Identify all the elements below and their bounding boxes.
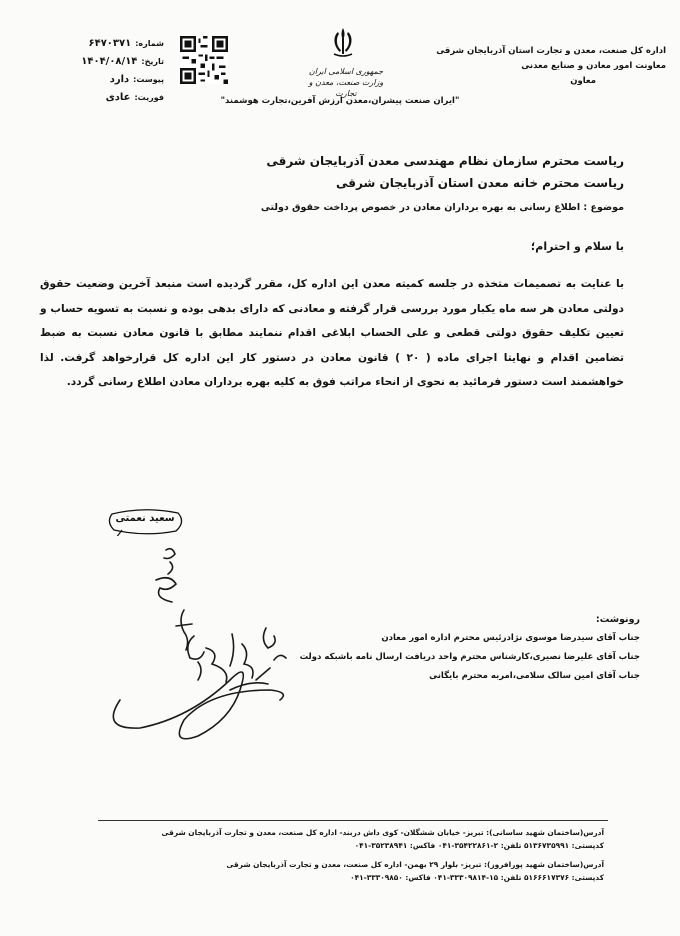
organization-header bbox=[426, 44, 666, 89]
number-row: شماره: ۶۴۷۰۳۷۱ bbox=[88, 38, 164, 49]
cc-heading: رونوشت: bbox=[595, 614, 640, 625]
letter-metadata bbox=[44, 38, 164, 110]
qr-code-icon bbox=[180, 36, 228, 84]
letter-number: ۶۴۷۰۳۷۱ bbox=[88, 38, 132, 49]
footer bbox=[124, 826, 604, 884]
date-row: تاریخ: ۱۴۰۴/۰۸/۱۴ bbox=[81, 56, 164, 67]
org-line-1: اداره کل صنعت، معدن و تجارت استان آذربایجان شرقی bbox=[436, 46, 666, 56]
recipient-1: ریاست محترم سازمان نظام مهندسی معدن آذربایجان شرقی bbox=[266, 154, 624, 168]
attachment-row: پیوست: دارد bbox=[109, 74, 164, 85]
recipients bbox=[266, 150, 624, 194]
recipient-2: ریاست محترم خانه معدن استان آذربایجان شرقی bbox=[336, 176, 624, 190]
footer-divider bbox=[98, 820, 608, 821]
iran-emblem-icon bbox=[326, 26, 360, 58]
letter-date: ۱۴۰۴/۰۸/۱۴ bbox=[81, 56, 138, 67]
org-line-3: معاون bbox=[570, 76, 596, 86]
footer-contact-1: کدپستی: ۵۱۳۶۷۳۵۹۹۱ تلفن: ۲-۳۵۴۲۲۸۶۱-۰۴۱ فاکس: ۳۵۲۳۸۹۴۱-۰۴۱ bbox=[354, 841, 604, 850]
footer-address-1: آدرس(ساختمان شهید ساسانی): تبریز- خیابان ششگلان- کوی داش دربند- اداره کل صنعت، معدن و تجارت آذربایجان شرقی bbox=[161, 828, 604, 837]
subject-line: موضوع : اطلاع رسانی به بهره برداران معادن در خصوص پرداخت حقوق دولتی bbox=[260, 202, 624, 213]
slogan: "ایران صنعت پیشران،معدن ارزش آفرین،تجارت هوشمند" bbox=[220, 96, 460, 106]
cc-line-2: جناب آقای علیرضا نصیری،کارشناس محترم واحد دریافت ارسال نامه باشبکه دولت bbox=[299, 652, 640, 662]
cc-line-3: جناب آقای امین سالک سلامی،امربه محترم بایگانی bbox=[429, 671, 640, 681]
footer-address-2: آدرس(ساختمان شهید پورافروز): تبریز- بلوار ۲۹ بهمن- اداره کل صنعت، معدن و تجارت آذربایجان شرقی bbox=[226, 860, 604, 869]
ministry-signature-logo: جمهوری اسلامی ایران وزارت صنعت، معدن و تجارت bbox=[308, 67, 384, 98]
priority-value: عادی bbox=[105, 92, 131, 103]
footer-contact-2: کدپستی: ۵۱۶۶۶۱۷۳۷۶ تلفن: ۱۵-۳۳۳۰۹۸۱۴-۰۴۱ فاکس: ۳۳۳۰۹۸۵۰-۰۴۱ bbox=[350, 873, 604, 882]
cc-line-1: جناب آقای سیدرضا موسوی نژادرئیس محترم اداره امور معادن bbox=[381, 633, 640, 643]
cc-list bbox=[280, 614, 640, 686]
attachment-value: دارد bbox=[109, 74, 130, 85]
priority-row: فوریت: عادی bbox=[105, 92, 164, 103]
org-line-2: معاونت امور معادن و صنایع معدنی bbox=[521, 61, 666, 71]
greeting: با سلام و احترام؛ bbox=[530, 240, 624, 253]
body-paragraph: با عنایت به تصمیمات متخذه در جلسه کمیته معدن این اداره کل، مقرر گردیده است منبعد آخرین وضعیت حقوق دولتی معادن هر سه ماه یکبار مورد بررسی قرار گرفته و معادنی که دارای بدهی بوده و نسبت به تسویه حساب و تعیین تکلیف حقوق دولتی قطعی و علی الحساب ابلاغی اقدام ننمایند مطابق با قانون معادن نسبت به ضبط تضامین اقدام و نهایتا اجرای ماده ( ۲۰ ) قانون معادن در دستور کار این اداره کل قرارخواهد گرفت. لذا خواهشمند است دستور فرمائید به نحوی از انحاء مراتب فوق به کلیه بهره برداران معادن اطلاع رسانی گردد. bbox=[40, 278, 624, 388]
signatory-name: سعید نعمتی bbox=[115, 513, 175, 524]
